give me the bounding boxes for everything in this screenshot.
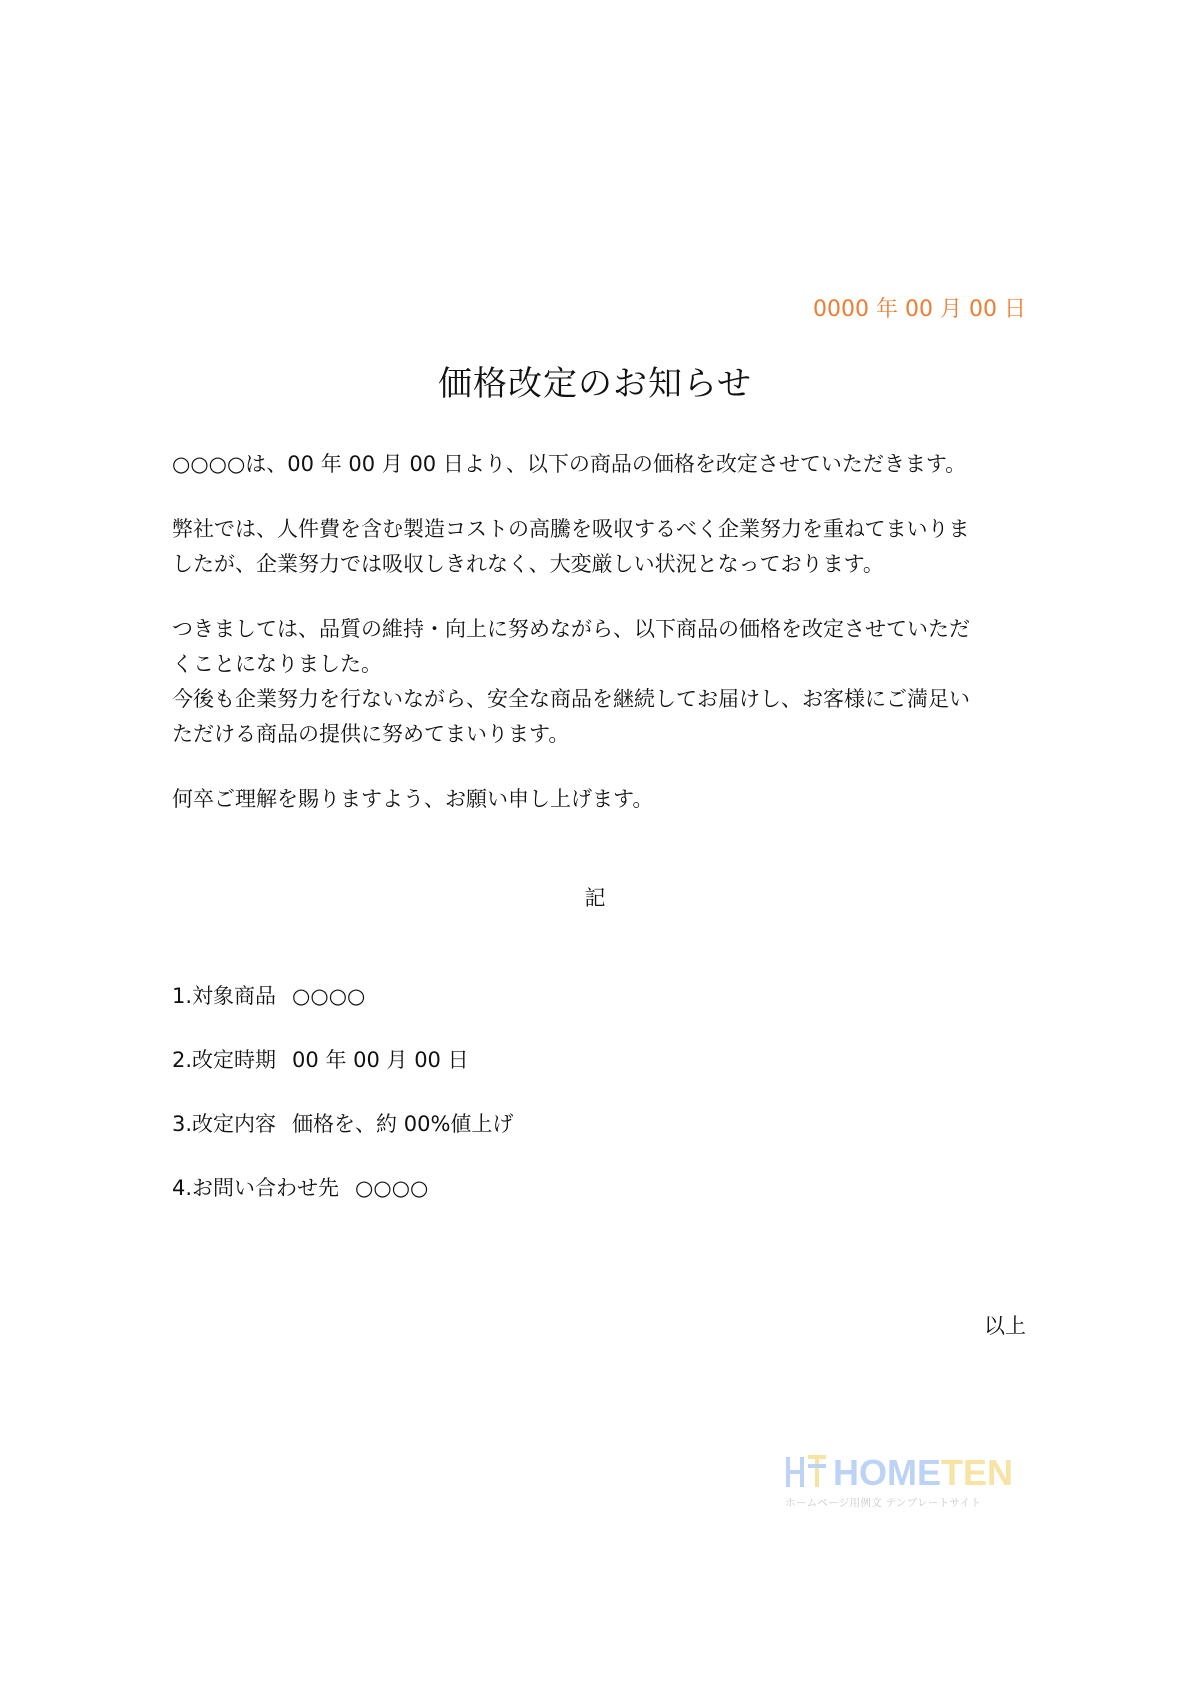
list-item bbox=[172, 1046, 1032, 1110]
hometen-watermark bbox=[785, 1454, 1015, 1510]
document-title: 価格改定のお知らせ bbox=[438, 364, 752, 404]
item-label: 1.対象商品 bbox=[172, 984, 277, 1008]
document-body bbox=[172, 447, 1032, 847]
item-value: ○○○○ bbox=[292, 984, 366, 1008]
hometen-wordmark bbox=[833, 1452, 1013, 1494]
ki-heading: 記 bbox=[584, 886, 606, 910]
list-item bbox=[172, 1174, 1032, 1238]
item-label: 2.改定時期 bbox=[172, 1048, 277, 1072]
item-value: 価格を、約 00%値上げ bbox=[292, 1112, 514, 1136]
item-label: 3.改定内容 bbox=[172, 1112, 277, 1136]
wordmark-ten: TEN bbox=[941, 1452, 1013, 1493]
list-item bbox=[172, 1110, 1032, 1174]
item-value: ○○○○ bbox=[355, 1176, 429, 1200]
body-paragraph: 何卒ご理解を賜りますよう、お願い申し上げます。 bbox=[172, 787, 654, 811]
hometen-logo-icon bbox=[785, 1454, 829, 1490]
item-value: 00 年 00 月 00 日 bbox=[292, 1048, 469, 1072]
item-list bbox=[172, 982, 1032, 1238]
body-paragraph: ○○○○は、00 年 00 月 00 日より、以下の商品の価格を改定させていただきます。 bbox=[172, 452, 967, 476]
body-paragraph: 弊社では、人件費を含む製造コストの高騰を吸収するべく企業努力を重ねてまいりま したが、企業努力では吸収しきれなく、大変厳しい状況となっております。 bbox=[172, 517, 970, 576]
wordmark-home: HOME bbox=[833, 1452, 941, 1493]
closing-text: 以上 bbox=[984, 1314, 1026, 1338]
body-paragraph: つきましては、品質の維持・向上に努めながら、以下商品の価格を改定させていただ くことになりました。 今後も企業努力を行ないながら、安全な商品を継続してお届けし、お客様にご満足い ただける商品の提供に努めてまいります。 bbox=[172, 617, 970, 746]
item-label: 4.お問い合わせ先 bbox=[172, 1176, 340, 1200]
hometen-tagline: ホームページ用例文 テンプレートサイト bbox=[785, 1497, 982, 1509]
list-item bbox=[172, 982, 1032, 1046]
document-date: 0000 年 00 月 00 日 bbox=[813, 297, 1026, 322]
